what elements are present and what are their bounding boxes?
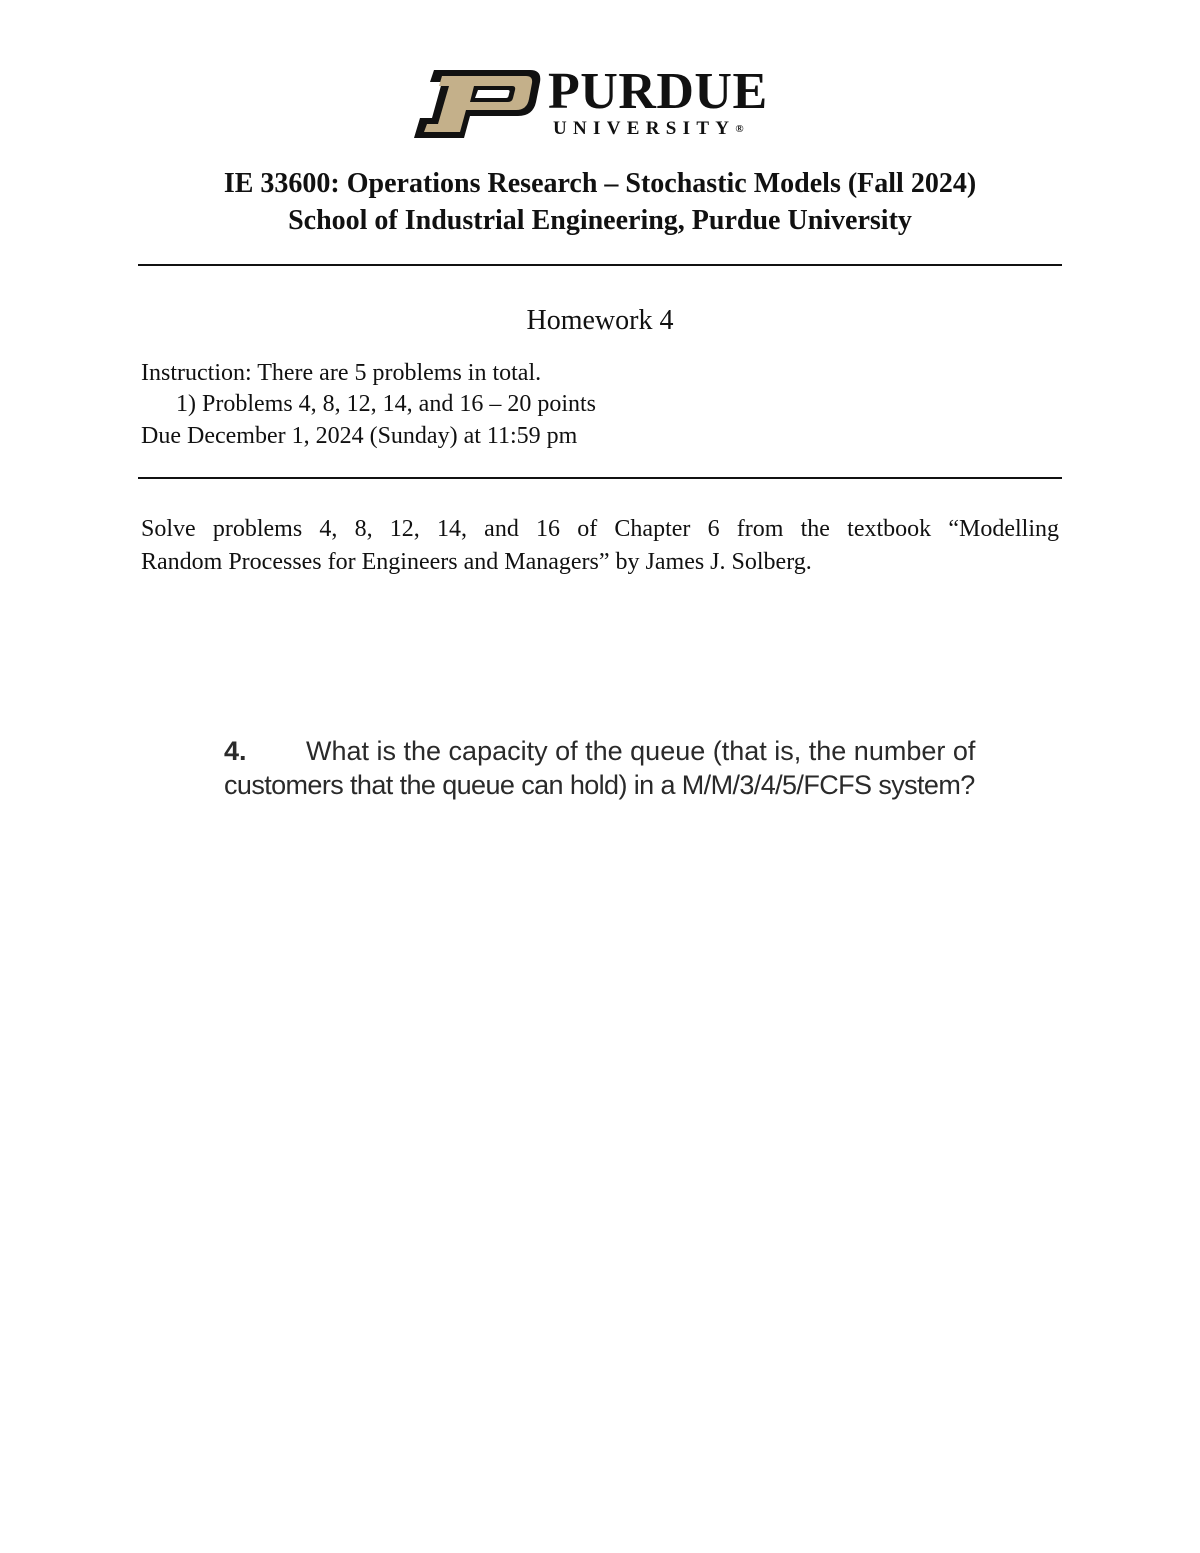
header-divider [138,264,1062,266]
assignment-paragraph [141,513,1059,579]
problem-line [224,734,974,768]
purdue-wordmark: PURDUE [548,63,768,120]
instruction-text: Instruction: There are 5 problems in total. [141,360,542,386]
paragraph-line: Random Processes for Engineers and Managers” by James J. Solberg. [141,549,812,575]
school-name: School of Industrial Engineering, Purdue University [288,205,912,236]
list-item-text: Problems 4, 8, 12, 14, and 16 – 20 points [202,391,596,417]
purdue-p-icon [412,68,542,142]
registered-mark: ® [735,123,744,135]
university-text: UNIVERSITY [553,118,736,139]
course-title: IE 33600: Operations Research – Stochastic Models (Fall 2024) [223,168,977,199]
purdue-logo [412,63,792,142]
problem-line: customers that the queue can hold) in a M/M/3/4/5/FCFS system? [224,770,975,800]
university-subtext [553,118,744,140]
homework-title: Homework 4 [526,305,674,336]
problem-text: What is the capacity of the queue (that is, the number of [306,736,976,766]
problem-excerpt [224,734,974,802]
due-date: Due December 1, 2024 (Sunday) at 11:59 pm [141,423,578,449]
problem-list-item [176,391,596,418]
list-number: 1) [176,391,196,417]
section-divider [138,477,1062,479]
problem-number: 4. [224,736,247,766]
paragraph-line: Solve problems 4, 8, 12, 14, and 16 of Chapter 6 from the textbook “Modelling [141,516,1059,542]
